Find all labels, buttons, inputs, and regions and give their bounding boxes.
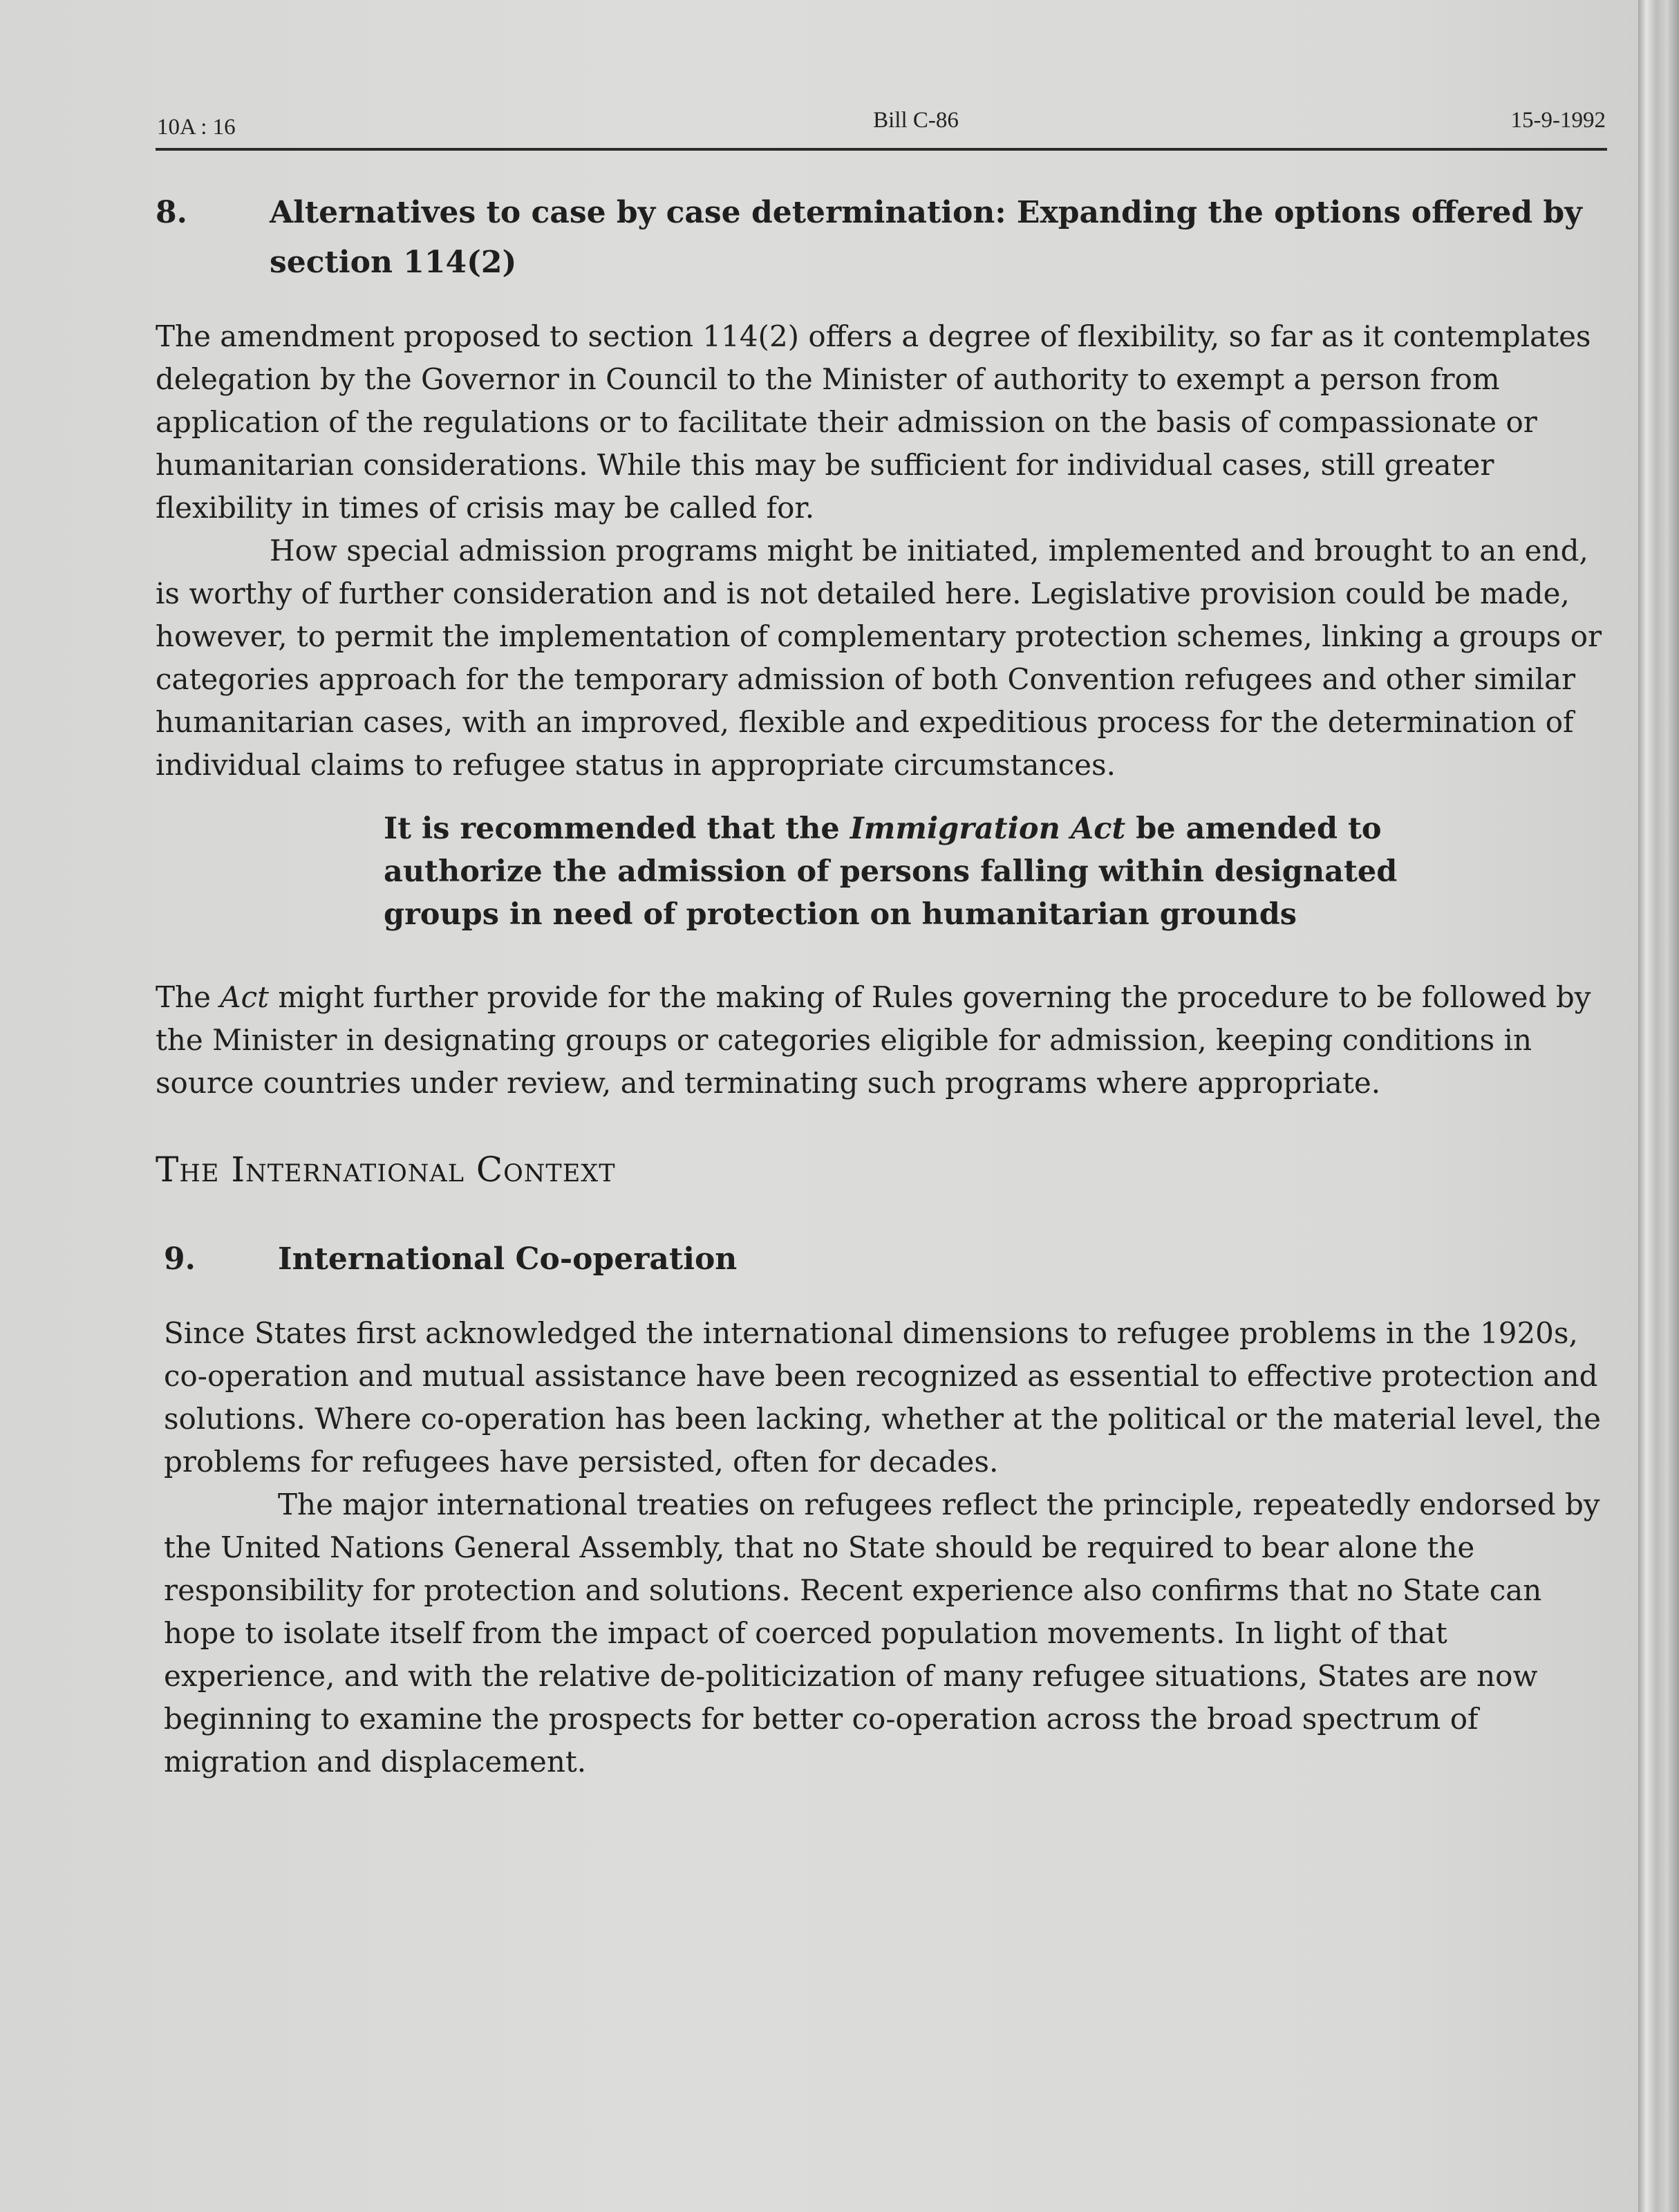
section-8-number: 8. — [156, 195, 187, 230]
recommendation-act-name: Immigration Act — [850, 812, 1126, 846]
header-date: 15-9-1992 — [1510, 108, 1606, 133]
para3-post: might further provide for the making of Rules governing the procedure to be followed by the Minister in designating groups or categories eligible for admission, keeping conditions in source countries under review, and terminating such programs where appropriate. — [156, 980, 1591, 1100]
recommendation-block — [384, 807, 1420, 936]
header-bill-title: Bill C-86 — [873, 108, 959, 133]
page-header — [156, 104, 1607, 151]
section-9-number: 9. — [164, 1241, 196, 1277]
section-8-paragraph-3 — [156, 976, 1611, 1105]
section-8-paragraph-2: How special admission programs might be initiated, implemented and brought to an end, is worthy of further consideration and is not detailed here. Legislative provision could be made, however, to permit the implementation of complementary protection schemes, linking a groups or categories approach for the temporary admission of both Convention refugees and other similar humanitarian cases, with an improved, flexible and expeditious process for the determination of individual claims to refugee status in appropriate circumstances. — [156, 534, 1602, 782]
recommendation-post: be amended to authorize the admission of persons falling within designated groups in need of protection on humanitarian grounds — [384, 812, 1398, 932]
page-body — [156, 188, 1611, 1783]
para3-act: Act — [220, 980, 270, 1014]
section-8-heading — [156, 188, 1611, 288]
section-9-paragraph-2: The major international treaties on refugees reflect the principle, repeatedly endorsed by the United Nations General Assembly, that no State should be required to bear alone the responsibility for protection and solutions. Recent experience also confirms that no State can hope to isolate itself from the impact of coerced population movements. In light of that experience, and with the relative de-politicization of many refugee situations, States are now beginning to examine the prospects for better co-operation across the broad spectrum of migration and displacement. — [164, 1488, 1600, 1779]
section-9-heading — [164, 1235, 1611, 1284]
section-9-title: International Co-operation — [278, 1241, 738, 1277]
header-page-number: 10A : 16 — [157, 115, 236, 140]
international-context-heading: The International Context — [156, 1150, 616, 1190]
section-8-title: Alternatives to case by case determination: Expanding the options offered by section 114(2) — [270, 195, 1582, 280]
book-binding-edge — [1638, 0, 1679, 2212]
para3-pre: The — [156, 980, 221, 1014]
section-8-paragraph-1: The amendment proposed to section 114(2) offers a degree of flexibility, so far as it contemplates delegation by the Governor in Council to the Minister of authority to exempt a person from application of the regulations or to facilitate their admission on the basis of compassionate or humanitarian considerations. While this may be sufficient for individual cases, still greater flexibility in times of crisis may be called for. — [156, 319, 1591, 525]
section-9-paragraph-1: Since States first acknowledged the international dimensions to refugee problems in the 1920s, co-operation and mutual assistance have been recognized as essential to effective protection and solutions. Where co-operation has been lacking, whether at the political or the material level, the problems for refugees have persisted, often for decades. — [164, 1316, 1601, 1479]
recommendation-pre: It is recommended that the — [384, 812, 850, 846]
